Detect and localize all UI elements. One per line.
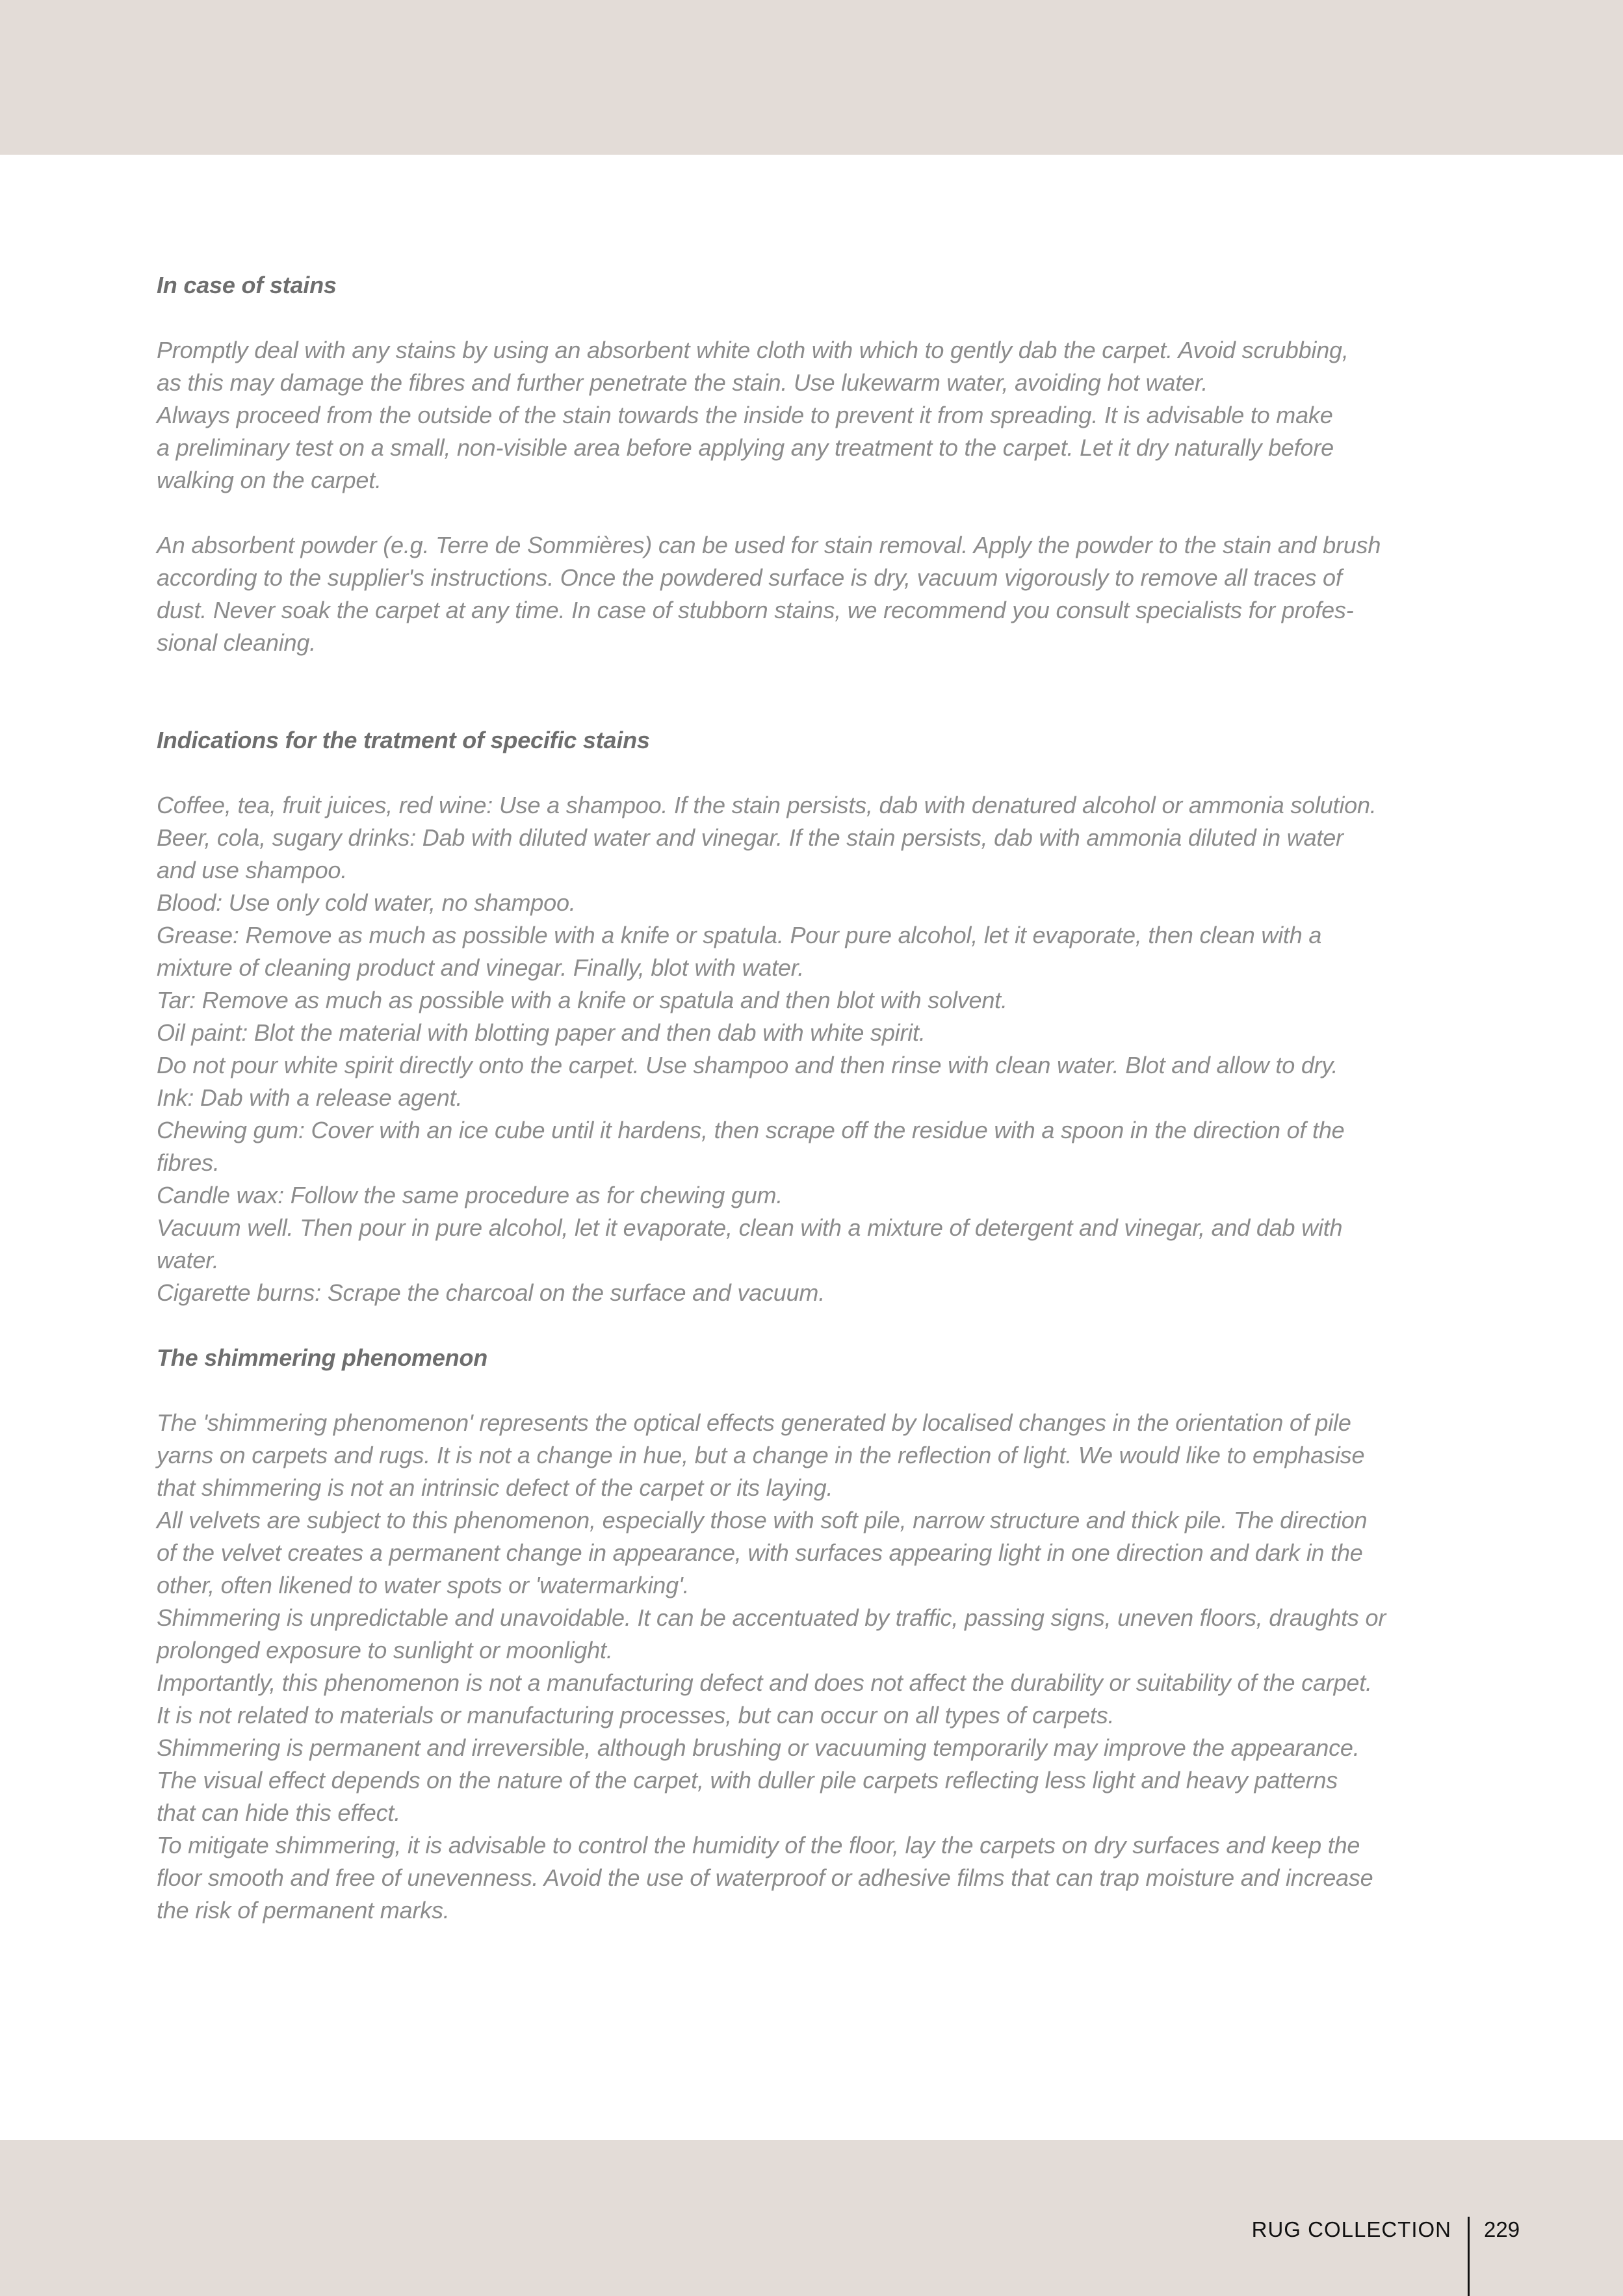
text-line: The visual effect depends on the nature of the carpet, with duller pile carpets reflecting less light and heavy patterns (157, 1767, 1338, 1794)
footer-divider (1468, 2217, 1470, 2296)
paragraph-spacer (157, 757, 1509, 789)
text-line: Vacuum well. Then pour in pure alcohol, let it evaporate, clean with a mixture of detergent and vinegar, and dab with (157, 1214, 1343, 1241)
page-number: 229 (1484, 2217, 1520, 2241)
text-line: that can hide this effect. (157, 1799, 401, 1826)
text-line: Shimmering is permanent and irreversible, although brushing or vacuuming temporarily may improve the appearance. (157, 1734, 1360, 1761)
text-line: a preliminary test on a small, non-visible area before applying any treatment to the carpet. Let it dry naturally before (157, 434, 1334, 461)
text-line: To mitigate shimmering, it is advisable to control the humidity of the floor, lay the carpets on dry surfaces and keep the (157, 1832, 1360, 1859)
section-spacer (157, 659, 1509, 724)
header-band (0, 0, 1623, 155)
text-line: Ink: Dab with a release agent. (157, 1084, 463, 1111)
text-line: Tar: Remove as much as possible with a knife or spatula and then blot with solvent. (157, 987, 1007, 1013)
text-line: according to the supplier's instructions. Once the powdered surface is dry, vacuum vigorously to remove all traces of (157, 564, 1342, 591)
text-line: water. (157, 1247, 219, 1273)
text-line: the risk of permanent marks. (157, 1897, 450, 1924)
text-line: dust. Never soak the carpet at any time. In case of stubborn stains, we recommend you consult specialists for profes- (157, 597, 1354, 623)
text-line: Shimmering is unpredictable and unavoidable. It can be accentuated by traffic, passing signs, uneven floors, draughts or (157, 1604, 1386, 1631)
text-line: Chewing gum: Cover with an ice cube until it hardens, then scrape off the residue with a spoon in the direction of the (157, 1117, 1345, 1143)
paragraph (157, 529, 1509, 659)
text-line: sional cleaning. (157, 629, 316, 656)
paragraph-spacer (157, 302, 1509, 334)
text-line: Beer, cola, sugary drinks: Dab with diluted water and vinegar. If the stain persists, dab with ammonia diluted in water (157, 824, 1344, 851)
paragraph (157, 334, 1509, 497)
text-line: other, often likened to water spots or 'watermarking'. (157, 1572, 690, 1598)
paragraph-spacer (157, 1374, 1509, 1407)
section-heading: The shimmering phenomenon (157, 1344, 488, 1371)
text-line: Blood: Use only cold water, no shampoo. (157, 889, 576, 916)
text-line: mixture of cleaning product and vinegar. Finally, blot with water. (157, 954, 804, 981)
paragraph-spacer (157, 497, 1509, 529)
text-line: Always proceed from the outside of the stain towards the inside to prevent it from spreading. It is advisable to make (157, 402, 1333, 428)
text-line: walking on the carpet. (157, 467, 382, 493)
text-line: Importantly, this phenomenon is not a manufacturing defect and does not affect the durability or suitability of the carpet. (157, 1669, 1372, 1696)
text-line: floor smooth and free of unevenness. Avoid the use of waterproof or adhesive films that can trap moisture and increase (157, 1864, 1373, 1891)
text-line: of the velvet creates a permanent change in appearance, with surfaces appearing light in one direction and dark in the (157, 1539, 1363, 1566)
text-line: Promptly deal with any stains by using an absorbent white cloth with which to gently dab the carpet. Avoid scrubbing, (157, 337, 1349, 363)
text-line: fibres. (157, 1149, 220, 1176)
text-line: All velvets are subject to this phenomenon, especially those with soft pile, narrow structure and thick pile. The direction (157, 1507, 1368, 1533)
paragraph (157, 789, 1509, 1309)
text-line: It is not related to materials or manufacturing processes, but can occur on all types of carpets. (157, 1702, 1115, 1729)
text-line: that shimmering is not an intrinsic defect of the carpet or its laying. (157, 1474, 833, 1501)
section-heading: In case of stains (157, 272, 337, 298)
text-line: An absorbent powder (e.g. Terre de Sommières) can be used for stain removal. Apply the powder to the stain and brush (157, 532, 1381, 558)
text-line: Candle wax: Follow the same procedure as for chewing gum. (157, 1182, 783, 1208)
text-line: prolonged exposure to sunlight or moonlight. (157, 1637, 613, 1663)
text-line: as this may damage the fibres and further penetrate the stain. Use lukewarm water, avoiding hot water. (157, 369, 1208, 396)
text-line: Grease: Remove as much as possible with a knife or spatula. Pour pure alcohol, let it evaporate, then clean with a (157, 922, 1322, 948)
text-line: Do not pour white spirit directly onto the carpet. Use shampoo and then rinse with clean water. Blot and allow to dry. (157, 1052, 1338, 1078)
text-line: yarns on carpets and rugs. It is not a change in hue, but a change in the reflection of light. We would like to emphasise (157, 1442, 1365, 1468)
paragraph (157, 1407, 1509, 1927)
section-heading: Indications for the tratment of specific stains (157, 727, 650, 753)
section-spacer (157, 1309, 1509, 1342)
text-line: Coffee, tea, fruit juices, red wine: Use a shampoo. If the stain persists, dab with denatured alcohol or ammonia solution. (157, 792, 1377, 818)
text-line: and use shampoo. (157, 857, 348, 883)
text-line: The 'shimmering phenomenon' represents the optical effects generated by localised changes in the orientation of pile (157, 1409, 1351, 1436)
text-line: Cigarette burns: Scrape the charcoal on the surface and vacuum. (157, 1279, 825, 1306)
footer-collection-label: RUG COLLECTION (1251, 2217, 1451, 2241)
page-content (157, 269, 1509, 1927)
text-line: Oil paint: Blot the material with blotting paper and then dab with white spirit. (157, 1019, 926, 1046)
